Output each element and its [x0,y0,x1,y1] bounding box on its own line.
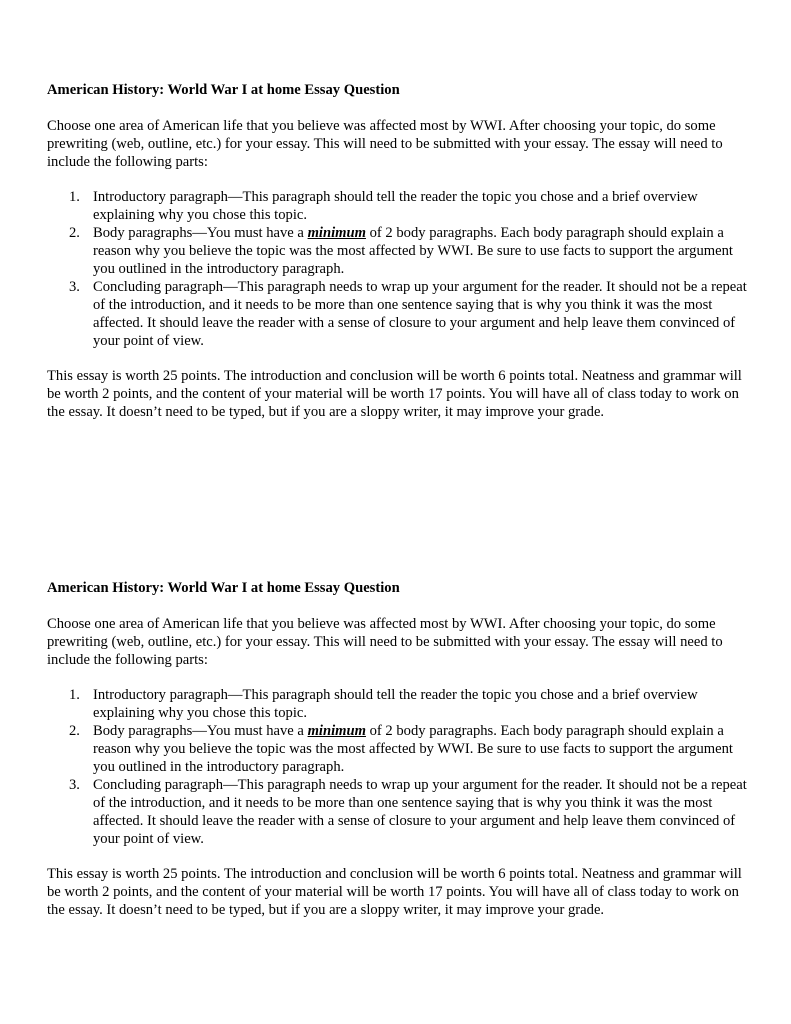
essay-part-text-start: Body paragraphs—You must have a [93,225,308,242]
intro-paragraph: Choose one area of American life that you believe was affected most by WWI. After choosing your topic, do some prewriting (web, outline, etc.) for your essay. This will need to be submitted with your essay. The essay will need to include the following parts: [47,117,723,170]
essay-part-1 [47,687,747,723]
essay-part-text-end: of 2 body paragraphs. Each body paragraph should explain a reason why you believe the topic was the most affected by WWI. Be sure to use facts to support the argument you outlined in the introductory paragraph. [93,723,733,776]
handout-copy-2 [47,580,747,920]
grading-paragraph: This essay is worth 25 points. The introduction and conclusion will be worth 6 points total. Neatness and grammar will be worth 2 points, and the content of your material will be worth 17 points. You will have all of class today to work on the essay. It doesn’t need to be typed, but if you are a sloppy writer, it may improve your grade. [47,368,742,421]
essay-part-3 [47,777,747,849]
essay-part-text: Concluding paragraph—This paragraph needs to wrap up your argument for the reader. It should not be a repeat of the introduction, and it needs to be more than one sentence saying that is why you think it was the most affected. It should leave the reader with a sense of closure to your argument and help leave them convinced of your point of view. [93,776,747,847]
list-number: 3. [69,776,80,793]
essay-parts-list [47,687,747,848]
handout-title: American History: World War I at home Essay Question [47,82,400,98]
essay-parts-list [47,189,747,350]
essay-part-2 [47,723,747,777]
essay-part-text-start: Body paragraphs—You must have a [93,723,308,740]
essay-part-1 [47,189,747,225]
list-number: 3. [69,278,80,295]
essay-part-text: Introductory paragraph—This paragraph should tell the reader the topic you chose and a brief overview explaining why you chose this topic. [93,687,698,722]
list-number: 1. [69,687,80,704]
essay-part-3 [47,279,747,351]
emphasized-word: minimum [307,225,366,242]
handout-copy-1 [47,82,747,422]
intro-paragraph: Choose one area of American life that you believe was affected most by WWI. After choosing your topic, do some prewriting (web, outline, etc.) for your essay. This will need to be submitted with your essay. The essay will need to include the following parts: [47,615,723,668]
list-number: 2. [69,723,80,740]
essay-part-2 [47,225,747,279]
emphasized-word: minimum [307,723,366,740]
list-number: 2. [69,225,80,242]
list-number: 1. [69,189,80,206]
essay-part-text-end: of 2 body paragraphs. Each body paragraph should explain a reason why you believe the topic was the most affected by WWI. Be sure to use facts to support the argument you outlined in the introductory paragraph. [93,225,733,278]
essay-part-text: Concluding paragraph—This paragraph needs to wrap up your argument for the reader. It should not be a repeat of the introduction, and it needs to be more than one sentence saying that is why you think it was the most affected. It should leave the reader with a sense of closure to your argument and help leave them convinced of your point of view. [93,278,747,349]
grading-paragraph: This essay is worth 25 points. The introduction and conclusion will be worth 6 points total. Neatness and grammar will be worth 2 points, and the content of your material will be worth 17 points. You will have all of class today to work on the essay. It doesn’t need to be typed, but if you are a sloppy writer, it may improve your grade. [47,866,742,919]
handout-title: American History: World War I at home Essay Question [47,580,400,596]
essay-part-text: Introductory paragraph—This paragraph should tell the reader the topic you chose and a brief overview explaining why you chose this topic. [93,189,698,224]
